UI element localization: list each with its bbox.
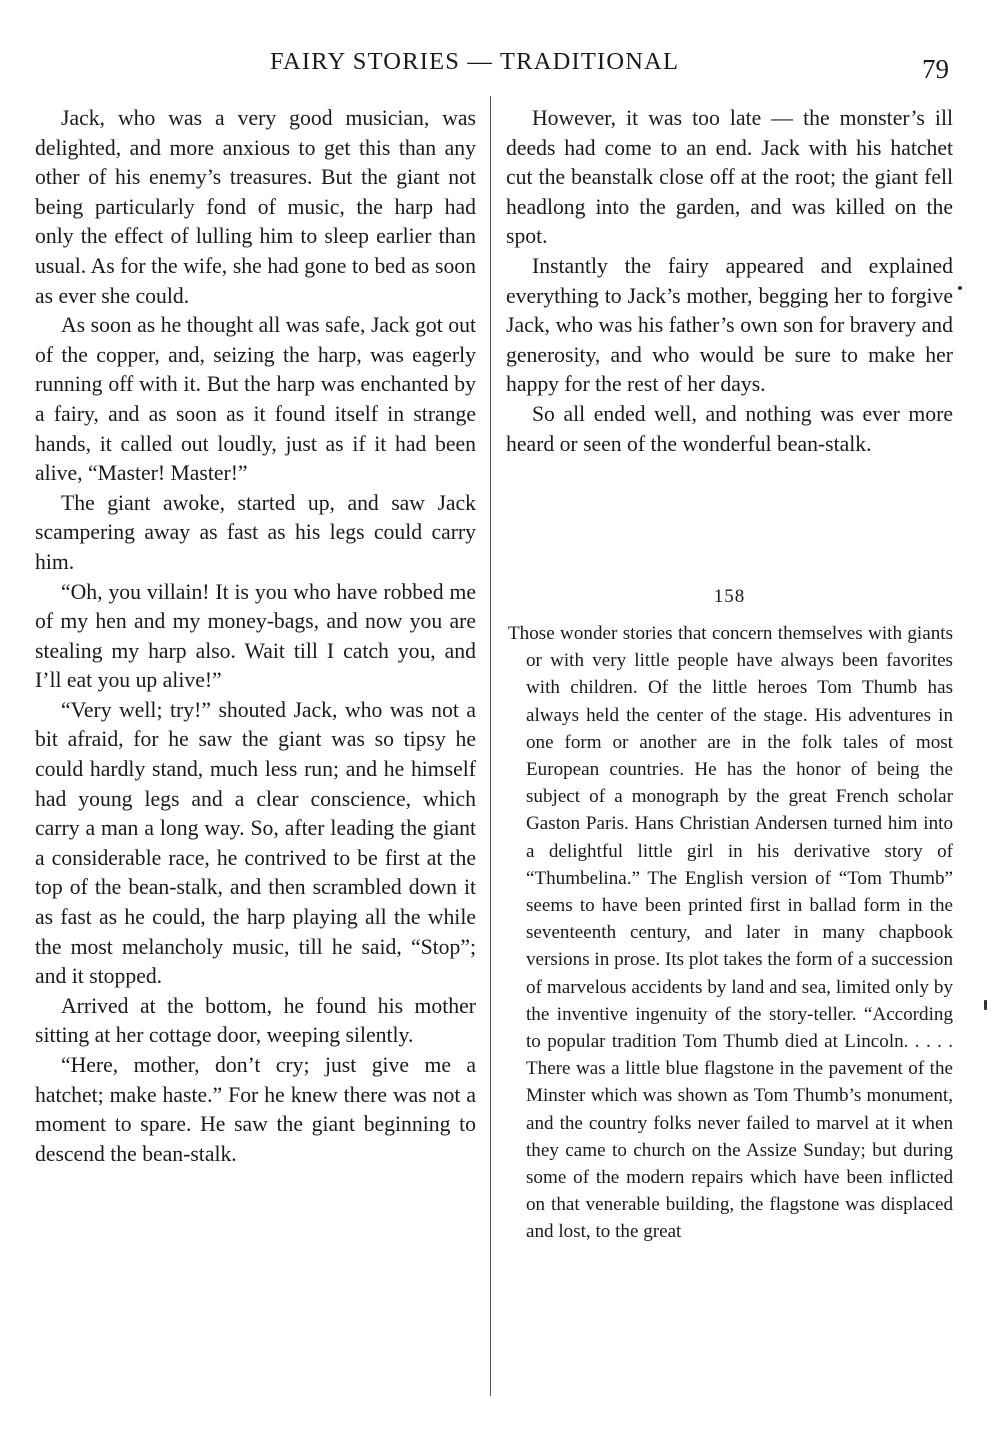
- story-paragraph: “Oh, you villain! It is you who have robbed me of my hen and my money-bags, and now you are stealing my harp also. Wait till I catch you, and I’ll eat you up alive!”: [35, 579, 476, 693]
- story-paragraph: “Here, mother, don’t cry; just give me a hatchet; make haste.” For he knew there was not a moment to spare. He saw the giant beginning to descend the bean-stalk.: [35, 1053, 476, 1166]
- story-paragraph: However, it was too late — the monster’s ill deeds had come to an end. Jack with his hatchet cut the beanstalk close off at the root; the giant fell headlong into the garden, and was killed on the spot.: [506, 106, 953, 249]
- story-paragraph: Arrived at the bottom, he found his mother sitting at her cottage door, weeping silently.: [35, 993, 476, 1048]
- left-column: [35, 104, 476, 1169]
- story-paragraph: The giant awoke, started up, and saw Jack scampering away as fast as his legs could carry him.: [35, 490, 476, 574]
- running-head: [0, 46, 1000, 86]
- story-paragraph: Jack, who was a very good musician, was delighted, and more anxious to get this than any other of his enemy’s treasures. But the giant not being particularly fond of music, the harp had only the effect of lulling him to sleep earlier than usual. As for the wife, she had gone to bed as soon as ever she could.: [35, 106, 476, 308]
- story-paragraph: Instantly the fairy appeared and explained everything to Jack’s mother, begging her to forgive Jack, who was his father’s own son for bravery and generosity, and who would be sure to make her happy for the rest of her days.: [506, 253, 953, 397]
- print-speck: [984, 1000, 987, 1010]
- story-paragraph: As soon as he thought all was safe, Jack got out of the copper, and, seizing the harp, was eagerly running off with it. But the harp was enchanted by a fairy, and as soon as it found itself in strange hands, it called out loudly, just as if it had been alive, “Master! Master!”: [35, 313, 476, 486]
- note-text: Those wonder stories that concern themselves with giants or with very little people have always been favorites with children. Of the little heroes Tom Thumb has always held the center of the stage. His adventures in one form or another are in the folk tales of most European countries. He has the honor of being the subject of a monograph by the great French scholar Gaston Paris. Hans Christian Andersen turned him into a delightful little girl in his derivative story of “Thumbelina.” The English version of “Tom Thumb” seems to have been printed first in ballad form in the seventeenth century, and later in many chapbook versions in prose. Its plot takes the form of a succession of marvelous accidents by land and sea, limited only by the inventive ingenuity of the story-teller. “According to popular tradition Tom Thumb died at Lincoln. . . . . There was a little blue flagstone in the pavement of the Minster which was shown as Tom Thumb’s monument, and the country folks never failed to marvel at it when they came to church on the Assize Sunday; but during some of the modern repairs which have been inflicted on that venerable building, the flagstone was displaced and lost, to the great: [508, 623, 953, 1243]
- page-number: 79: [922, 54, 949, 84]
- right-column: [506, 104, 953, 459]
- running-title: FAIRY STORIES — TRADITIONAL: [270, 48, 680, 75]
- editorial-note: [508, 620, 953, 1246]
- print-speck: [958, 286, 962, 290]
- column-divider: [490, 96, 491, 1396]
- note-number: 158: [713, 586, 746, 607]
- story-paragraph: “Very well; try!” shouted Jack, who was not a bit afraid, for he saw the giant was so tipsy he could hardly stand, much less run; and he himself had young legs and a clear conscience, which carry a man a long way. So, after leading the giant a considerable race, he contrived to be first at the top of the bean-stalk, and then scrambled down it as fast as he could, the harp playing all the while the most melancholy music, till he said, “Stop”; and it stopped.: [35, 697, 476, 989]
- story-paragraph: So all ended well, and nothing was ever more heard or seen of the wonderful bean-stalk.: [506, 401, 953, 456]
